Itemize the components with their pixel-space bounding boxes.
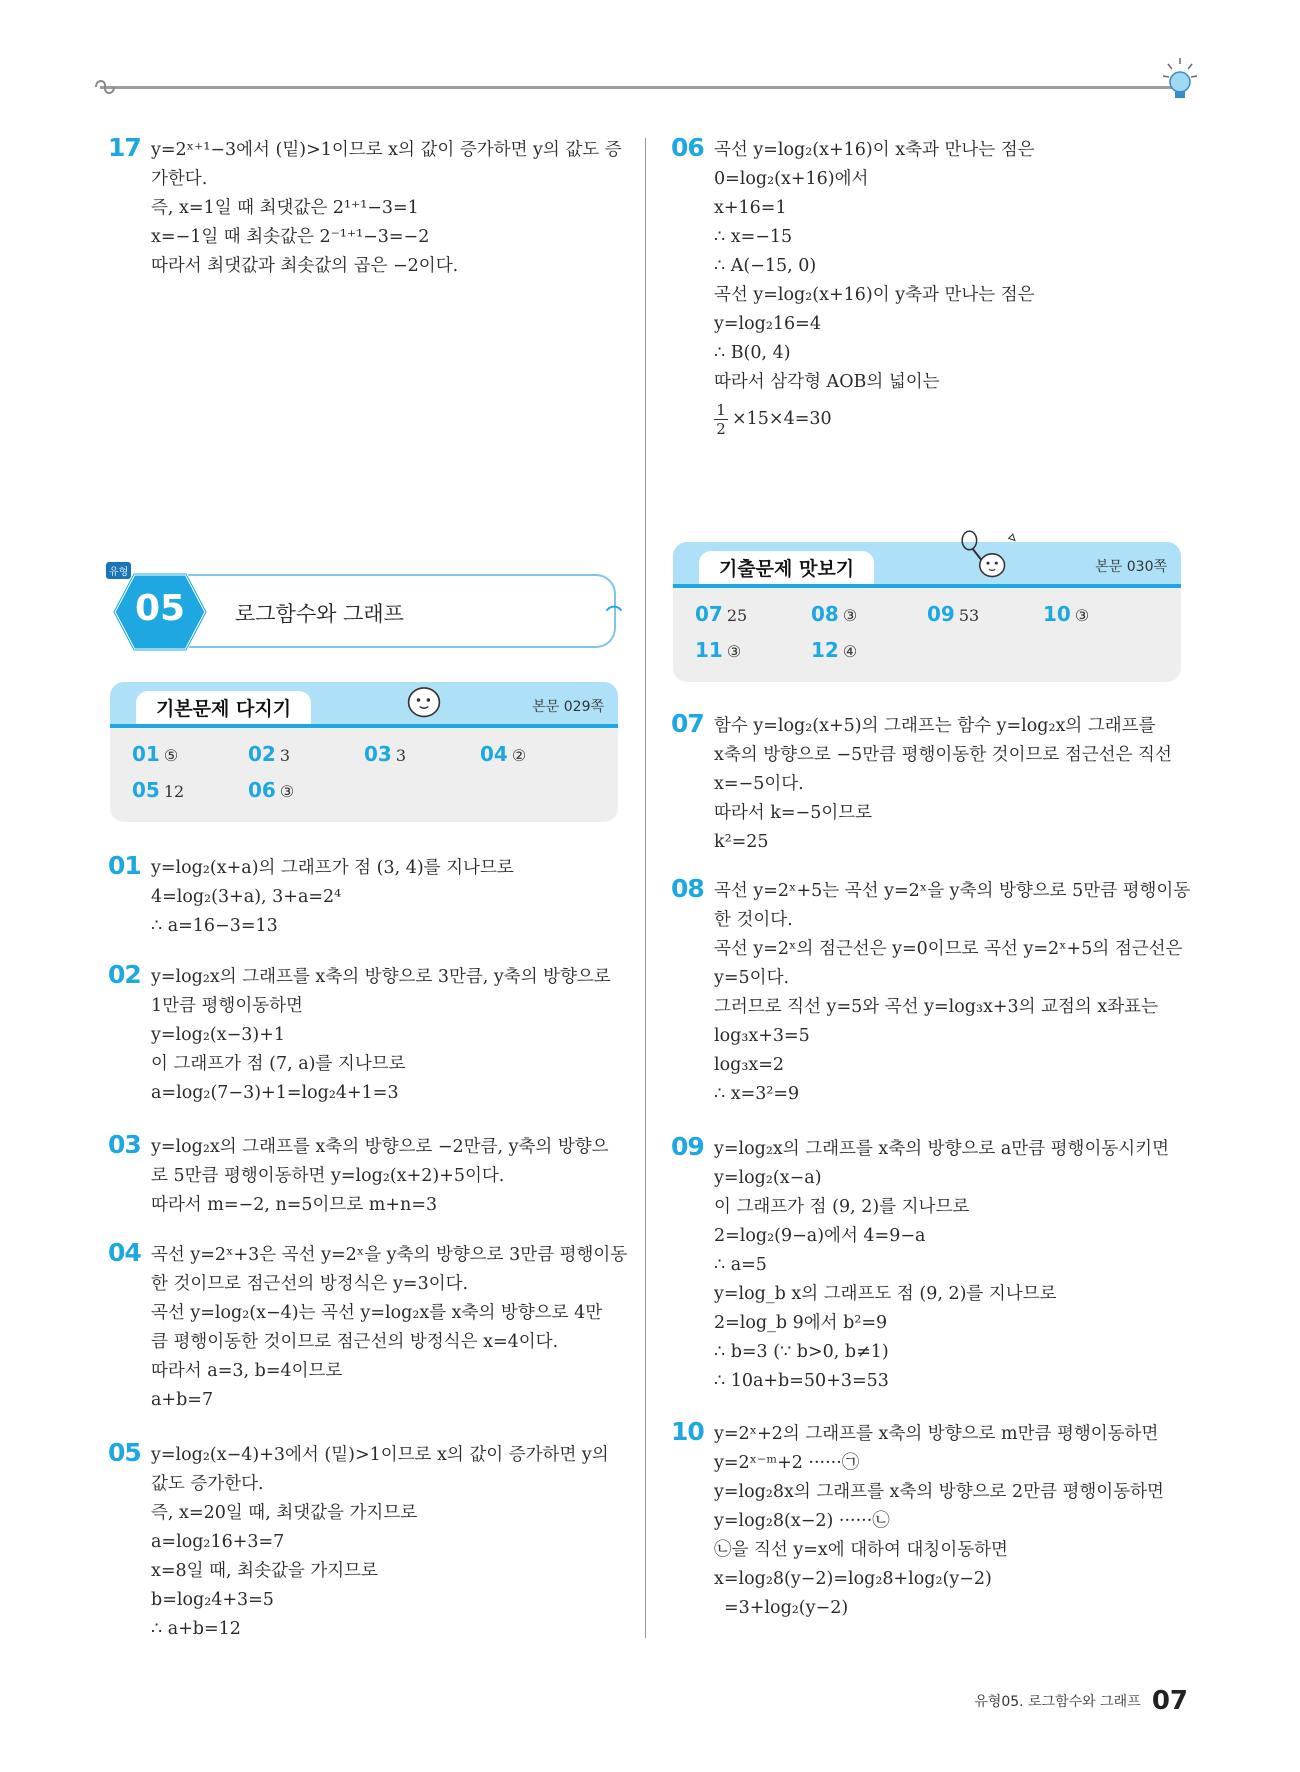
box-page-ref: 본문 029쪽 — [532, 699, 604, 715]
solution-line: 로 5만큼 평행이동하면 y=log₂(x+2)+5이다. — [151, 1166, 505, 1186]
solution-06 — [671, 133, 1193, 438]
problem-number: 02 — [108, 960, 141, 989]
solution-10 — [671, 1417, 1193, 1623]
problem-number: 08 — [671, 874, 704, 903]
solution-line: y=log₂x의 그래프를 x축의 방향으로 a만큼 평행이동시키면 — [714, 1139, 1169, 1159]
answer-item: 11 ③ — [695, 638, 742, 662]
solution-09 — [671, 1132, 1193, 1396]
solution-line: x=log₂8(y−2)=log₂8+log₂(y−2) — [714, 1569, 992, 1589]
solution-03 — [108, 1130, 630, 1220]
solution-line: 2=log_b 9에서 b²=9 — [714, 1313, 888, 1333]
solution-line: 곡선 y=log₂(x+16)이 x축과 만나는 점은 — [714, 140, 1035, 160]
answer-item: 09 53 — [927, 602, 980, 626]
ribbon-knot-icon — [92, 76, 118, 98]
solution-line: a=log₂(7−3)+1=log₂4+1=3 — [151, 1083, 399, 1103]
solution-line: log₃x+3=5 — [714, 1026, 810, 1046]
solution-line: y=log₂16=4 — [714, 314, 821, 334]
solution-line: a+b=7 — [151, 1390, 214, 1410]
problem-number: 01 — [108, 851, 141, 880]
box-page-ref: 본문 030쪽 — [1095, 559, 1167, 575]
section-number: 05 — [134, 588, 186, 629]
solution-line: 따라서 삼각형 AOB의 넓이는 — [714, 372, 940, 392]
solution-line: 가한다. — [151, 169, 208, 189]
solution-line: ∴ A(−15, 0) — [714, 256, 817, 276]
mascot-badminton-icon — [957, 528, 1019, 590]
page-number: 07 — [1151, 1686, 1188, 1716]
problem-number: 09 — [671, 1132, 704, 1161]
mascot-icon — [402, 678, 446, 722]
solution-line: 이 그래프가 점 (9, 2)를 지나므로 — [714, 1197, 970, 1217]
solution-line: x=8일 때, 최솟값을 가지므로 — [151, 1561, 378, 1581]
solution-line: b=log₂4+3=5 — [151, 1590, 274, 1610]
solution-line: y=log₂8x의 그래프를 x축의 방향으로 2만큼 평행이동하면 — [714, 1482, 1164, 1502]
problem-number: 04 — [108, 1238, 141, 1267]
solution-line: 따라서 k=−5이므로 — [714, 803, 873, 823]
solution-line: 곡선 y=2ˣ의 점근선은 y=0이므로 곡선 y=2ˣ+5의 점근선은 — [714, 939, 1183, 959]
solution-line: ∴ x=−15 — [714, 227, 793, 247]
solution-line: ∴ 10a+b=50+3=53 — [714, 1371, 889, 1391]
problem-number: 17 — [108, 133, 141, 162]
answer-item: 05 12 — [132, 778, 185, 802]
answer-item: 04 ② — [480, 742, 527, 766]
solution-line: x=−1일 때 최솟값은 2⁻¹⁺¹−3=−2 — [151, 227, 430, 247]
problem-number: 05 — [108, 1438, 141, 1467]
solution-line: 따라서 a=3, b=4이므로 — [151, 1361, 343, 1381]
lightbulb-icon — [1160, 56, 1200, 104]
solution-line: y=5이다. — [714, 968, 790, 988]
solution-line: y=log₂(x+a)의 그래프가 점 (3, 4)를 지나므로 — [151, 858, 514, 878]
box-header-rule — [673, 584, 1181, 588]
solution-line: k²=25 — [714, 832, 769, 852]
solution-line: 한 것이므로 점근선의 방정식은 y=3이다. — [151, 1274, 469, 1294]
section-badge: 유형 — [106, 562, 131, 579]
solution-line: 곡선 y=log₂(x+16)이 y축과 만나는 점은 — [714, 285, 1035, 305]
solution-line: 즉, x=20일 때, 최댓값을 가지므로 — [151, 1503, 418, 1523]
fraction — [714, 401, 728, 438]
solution-line: y=log₂x의 그래프를 x축의 방향으로 −2만큼, y축의 방향으 — [151, 1137, 609, 1157]
answer-item: 02 3 — [248, 742, 291, 766]
solution-04 — [108, 1238, 630, 1415]
solution-line: 1만큼 평행이동하면 — [151, 996, 303, 1016]
problem-number: 10 — [671, 1417, 704, 1446]
solution-line: 그러므로 직선 y=5와 곡선 y=log₃x+3의 교점의 x좌표는 — [714, 997, 1158, 1017]
top-rule — [100, 86, 1175, 89]
solution-line: a=log₂16+3=7 — [151, 1532, 285, 1552]
fraction-rest: ×15×4=30 — [732, 409, 832, 429]
fraction-line — [714, 401, 1193, 438]
answer-item: 06 ③ — [248, 778, 295, 802]
solution-line: 곡선 y=2ˣ+5는 곡선 y=2ˣ을 y축의 방향으로 5만큼 평행이동 — [714, 881, 1191, 901]
solution-line: ∴ a+b=12 — [151, 1619, 241, 1639]
solution-line: 따라서 m=−2, n=5이므로 m+n=3 — [151, 1195, 438, 1215]
solution-line: y=2ˣ+2의 그래프를 x축의 방향으로 m만큼 평행이동하면 — [714, 1424, 1159, 1444]
answer-item: 03 3 — [364, 742, 407, 766]
basic-answers-box — [110, 682, 618, 822]
solution-line: ∴ a=16−3=13 — [151, 916, 278, 936]
footer-section-label: 유형05. 로그함수와 그래프 — [974, 1694, 1141, 1710]
section-title: 로그함수와 그래프 — [235, 602, 404, 626]
solution-line: y=log₂(x−a) — [714, 1168, 822, 1188]
past-exam-answers-box — [673, 542, 1181, 682]
answer-item: 08 ③ — [811, 602, 858, 626]
box-tab-title: 기출문제 맛보기 — [699, 551, 874, 586]
answer-item: 07 25 — [695, 602, 748, 626]
solution-line: 한 것이다. — [714, 910, 793, 930]
solution-line: y=log₂(x−4)+3에서 (밑)>1이므로 x의 값이 증가하면 y의 — [151, 1445, 609, 1465]
solution-line: ∴ B(0, 4) — [714, 343, 791, 363]
solution-line: =3+log₂(y−2) — [724, 1598, 849, 1618]
solution-line: x축의 방향으로 −5만큼 평행이동한 것이므로 점근선은 직선 — [714, 745, 1172, 765]
solution-line: log₃x=2 — [714, 1055, 785, 1075]
solution-01 — [108, 851, 630, 941]
solution-line: ∴ a=5 — [714, 1255, 767, 1275]
column-divider — [645, 138, 646, 1638]
solution-line: y=log_b x의 그래프도 점 (9, 2)를 지나므로 — [714, 1284, 1057, 1304]
solution-line: 2=log₂(9−a)에서 4=9−a — [714, 1226, 926, 1246]
solution-line: y=log₂x의 그래프를 x축의 방향으로 3만큼, y축의 방향으로 — [151, 967, 611, 987]
solution-line: x+16=1 — [714, 198, 787, 218]
solution-08 — [671, 874, 1193, 1109]
solution-line: 4=log₂(3+a), 3+a=2⁴ — [151, 887, 342, 907]
answer-item: 10 ③ — [1043, 602, 1090, 626]
solution-line: 0=log₂(x+16)에서 — [714, 169, 869, 189]
section-header — [109, 567, 620, 648]
answer-item: 01 ⑤ — [132, 742, 179, 766]
box-header-rule — [110, 724, 618, 728]
solution-line: y=log₂(x−3)+1 — [151, 1025, 286, 1045]
page-footer — [974, 1686, 1188, 1716]
solution-line: 함수 y=log₂(x+5)의 그래프는 함수 y=log₂x의 그래프를 — [714, 716, 1156, 736]
answer-item: 12 ④ — [811, 638, 858, 662]
solution-line: 즉, x=1일 때 최댓값은 2¹⁺¹−3=1 — [151, 198, 419, 218]
solution-line: 큼 평행이동한 것이므로 점근선의 방정식은 x=4이다. — [151, 1332, 559, 1352]
problem-number: 07 — [671, 709, 704, 738]
solution-line: ∴ x=3²=9 — [714, 1084, 800, 1104]
solution-17 — [108, 133, 630, 281]
fraction-denominator: 2 — [716, 420, 726, 438]
problem-number: 03 — [108, 1130, 141, 1159]
solution-line: 곡선 y=2ˣ+3은 곡선 y=2ˣ을 y축의 방향으로 3만큼 평행이동 — [151, 1245, 628, 1265]
fraction-numerator: 1 — [716, 401, 726, 419]
solution-07 — [671, 709, 1193, 857]
box-tab-title: 기본문제 다지기 — [136, 691, 311, 726]
solution-02 — [108, 960, 630, 1108]
solution-line: ∴ b=3 (∵ b>0, b≠1) — [714, 1342, 889, 1362]
solution-line: y=log₂8(x−2) ······㉡ — [714, 1511, 890, 1531]
solution-line: x=−5이다. — [714, 774, 804, 794]
solution-05 — [108, 1438, 630, 1644]
solution-line: 따라서 최댓값과 최솟값의 곱은 −2이다. — [151, 256, 459, 276]
problem-number: 06 — [671, 133, 704, 162]
solution-line: 이 그래프가 점 (7, a)를 지나므로 — [151, 1054, 406, 1074]
solution-line: y=2ˣ⁺¹−3에서 (밑)>1이므로 x의 값이 증가하면 y의 값도 증 — [151, 140, 622, 160]
solution-line: 곡선 y=log₂(x−4)는 곡선 y=log₂x를 x축의 방향으로 4만 — [151, 1303, 603, 1323]
solution-line: y=2ˣ⁻ᵐ+2 ······㉠ — [714, 1453, 860, 1473]
solution-line: ㉡을 직선 y=x에 대하여 대칭이동하면 — [714, 1540, 1008, 1560]
solution-line: 값도 증가한다. — [151, 1474, 264, 1494]
